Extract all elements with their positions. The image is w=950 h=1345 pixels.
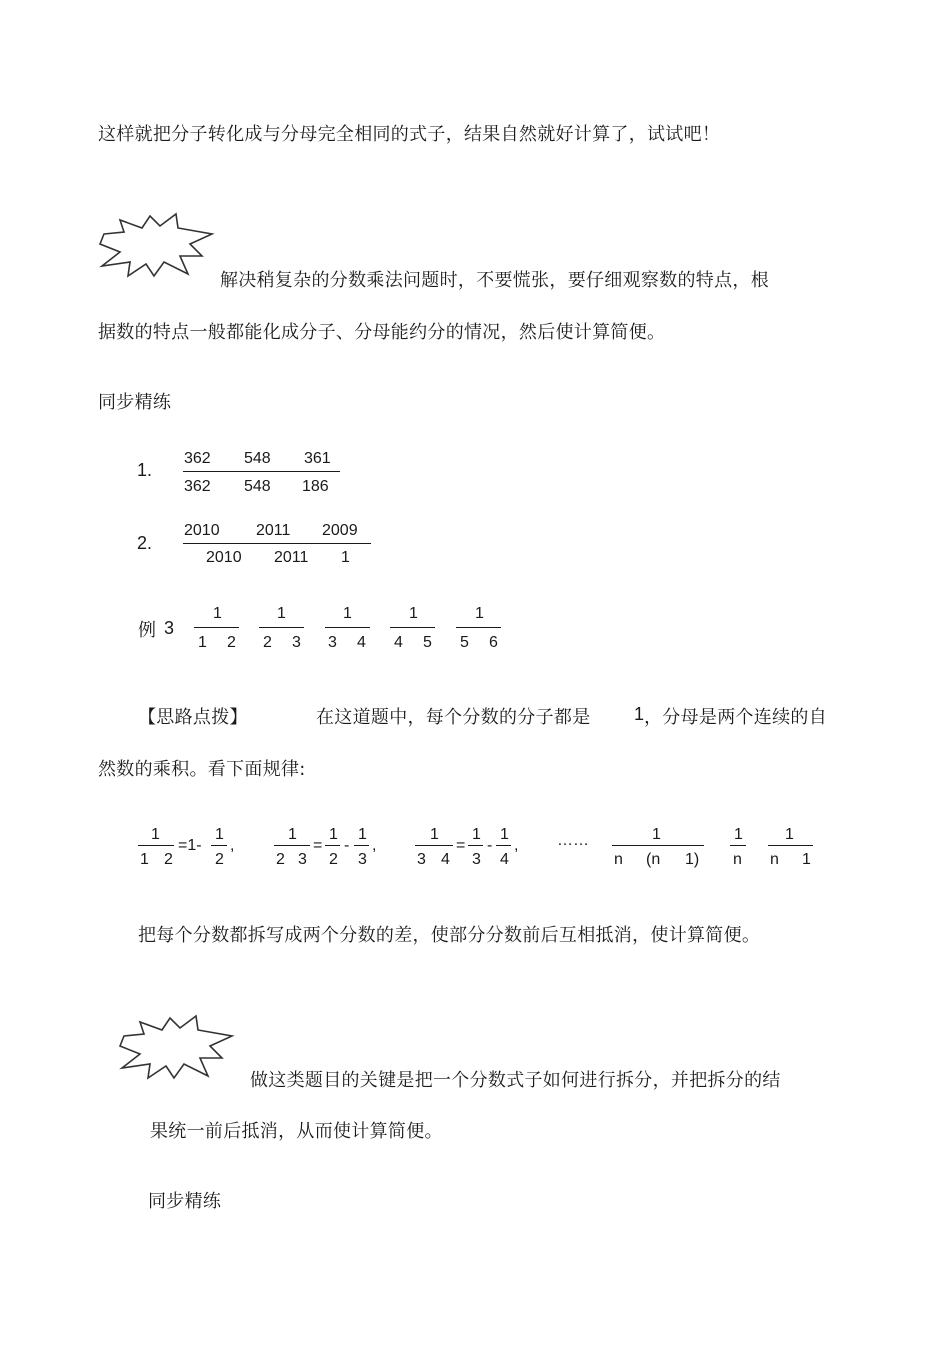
pattern-f1-den-b: 2 xyxy=(164,851,173,868)
pattern-f3-comma: , xyxy=(514,837,519,854)
pattern-f2-b-den: 3 xyxy=(358,851,367,868)
exercise2-fraction-bar xyxy=(183,543,371,544)
example3-f3-num: 1 xyxy=(343,605,352,622)
hint-text2: ，分母是两个连续的自 xyxy=(644,707,827,728)
example3-f3-den-a: 3 xyxy=(328,634,337,651)
pattern-g-den-c: 1) xyxy=(685,851,700,868)
starburst-icon xyxy=(118,1014,238,1082)
pattern-f2-num: 1 xyxy=(288,826,297,843)
example3-f4-den-a: 4 xyxy=(394,634,403,651)
pattern-f2-den-b: 3 xyxy=(298,851,307,868)
exercise1-numerator-3: 361 xyxy=(304,450,331,467)
practice-heading-2: 同步精练 xyxy=(148,1191,222,1212)
hint-one: 1 xyxy=(634,704,645,724)
intro-text: 这样就把分子转化成与分母完全相同的式子，结果自然就好计算了，试试吧！ xyxy=(98,124,721,145)
pattern-f3-a-num: 1 xyxy=(472,826,481,843)
example3-number: 3 xyxy=(164,618,175,638)
pattern-f1-bar xyxy=(138,845,174,846)
pattern-f1-rden: 2 xyxy=(215,851,224,868)
exercise1-denominator-3: 186 xyxy=(302,478,329,495)
exercise2-label: 2. xyxy=(137,533,153,553)
exercise2-denominator-3: 1 xyxy=(341,549,350,566)
hint-line2: 然数的乘积。看下面规律: xyxy=(98,759,306,780)
example3-f3-den-b: 4 xyxy=(357,634,366,651)
pattern-i-den-a: n xyxy=(770,851,779,868)
pattern-f2-b-bar xyxy=(354,845,369,846)
pattern-f3-b-den: 4 xyxy=(500,851,509,868)
pattern-f3-a-bar xyxy=(468,845,483,846)
example3-f1-den-a: 1 xyxy=(198,634,207,651)
exercise1-numerator-2: 548 xyxy=(244,450,271,467)
example3-f4-bar xyxy=(390,627,435,628)
pattern-h-bar xyxy=(730,845,746,846)
exercise1-numerator-1: 362 xyxy=(184,450,211,467)
exercise1-label: 1. xyxy=(137,460,153,480)
example3-f2-den-b: 3 xyxy=(292,634,301,651)
exercise1-denominator-1: 362 xyxy=(184,478,211,495)
tip1-line1: 解决稍复杂的分数乘法问题时，不要慌张，要仔细观察数的特点，根 xyxy=(220,270,769,291)
pattern-f2-a-num: 1 xyxy=(329,826,338,843)
exercise2-denominator-2: 2011 xyxy=(274,549,309,566)
pattern-f2-a-bar xyxy=(325,845,340,846)
pattern-f1-comma: , xyxy=(230,837,235,854)
split-explain: 把每个分数都拆写成两个分数的差，使部分分数前后互相抵消，使计算简便。 xyxy=(138,925,761,946)
pattern-f1-num: 1 xyxy=(151,826,160,843)
pattern-f3-den-b: 4 xyxy=(441,851,450,868)
pattern-f3-bar xyxy=(415,845,453,846)
example3-f5-bar xyxy=(456,627,501,628)
pattern-i-den-b: 1 xyxy=(802,851,811,868)
example3-f4-den-b: 5 xyxy=(423,634,432,651)
exercise1-fraction-bar xyxy=(183,471,340,472)
pattern-f1-eq: =1- xyxy=(178,837,202,854)
starburst-icon xyxy=(98,212,218,280)
pattern-g-den-b: (n xyxy=(646,851,661,868)
pattern-f3-den-a: 3 xyxy=(417,851,426,868)
practice-heading-1: 同步精练 xyxy=(98,392,172,413)
hint-text: 在这道题中，每个分数的分子都是 xyxy=(316,707,591,728)
example3-f4-num: 1 xyxy=(409,605,418,622)
pattern-f3-eq: = xyxy=(456,837,466,854)
pattern-f3-a-den: 3 xyxy=(472,851,481,868)
example3-f5-den-a: 5 xyxy=(460,634,469,651)
example3-f5-num: 1 xyxy=(475,605,484,622)
example3-f3-bar xyxy=(325,627,370,628)
pattern-f3-minus: - xyxy=(487,837,493,854)
pattern-f2-minus: - xyxy=(344,837,350,854)
pattern-f1-rnum: 1 xyxy=(215,826,224,843)
pattern-f3-num: 1 xyxy=(430,826,439,843)
exercise2-numerator-1: 2010 xyxy=(184,522,220,539)
pattern-f2-eq: = xyxy=(313,837,323,854)
pattern-i-bar xyxy=(768,845,813,846)
pattern-h-den: n xyxy=(733,851,742,868)
pattern-g-num: 1 xyxy=(652,826,661,843)
example3-f2-bar xyxy=(259,627,304,628)
pattern-f3-b-bar xyxy=(496,845,511,846)
example3-label: 例 xyxy=(138,620,157,641)
pattern-g-bar xyxy=(612,845,704,846)
pattern-f2-a-den: 2 xyxy=(329,851,338,868)
exercise2-numerator-2: 2011 xyxy=(256,522,291,539)
tip2-line1: 做这类题目的关键是把一个分数式子如何进行拆分，并把拆分的结 xyxy=(250,1070,781,1091)
pattern-f3-b-num: 1 xyxy=(500,826,509,843)
exercise2-numerator-3: 2009 xyxy=(322,522,358,539)
example3-f1-bar xyxy=(194,627,239,628)
pattern-h-num: 1 xyxy=(734,826,743,843)
pattern-g-den-a: n xyxy=(614,851,623,868)
tip2-line2: 果统一前后抵消，从而使计算简便。 xyxy=(150,1121,443,1142)
pattern-ellipsis: …… xyxy=(557,832,589,849)
pattern-f2-comma: , xyxy=(372,837,377,854)
pattern-i-num: 1 xyxy=(785,826,794,843)
example3-f1-den-b: 2 xyxy=(227,634,236,651)
pattern-f2-bar xyxy=(274,845,310,846)
exercise1-denominator-2: 548 xyxy=(244,478,271,495)
hint-label: 【思路点拨】 xyxy=(138,707,248,728)
pattern-f2-den-a: 2 xyxy=(276,851,285,868)
example3-f5-den-b: 6 xyxy=(489,634,498,651)
example3-f2-num: 1 xyxy=(277,605,286,622)
pattern-f2-b-num: 1 xyxy=(358,826,367,843)
example3-f1-num: 1 xyxy=(213,605,222,622)
tip1-line2: 据数的特点一般都能化成分子、分母能约分的情况，然后使计算简便。 xyxy=(98,322,666,343)
exercise2-denominator-1: 2010 xyxy=(206,549,242,566)
example3-f2-den-a: 2 xyxy=(263,634,272,651)
pattern-f1-den-a: 1 xyxy=(140,851,149,868)
pattern-f1-rbar xyxy=(211,845,227,846)
